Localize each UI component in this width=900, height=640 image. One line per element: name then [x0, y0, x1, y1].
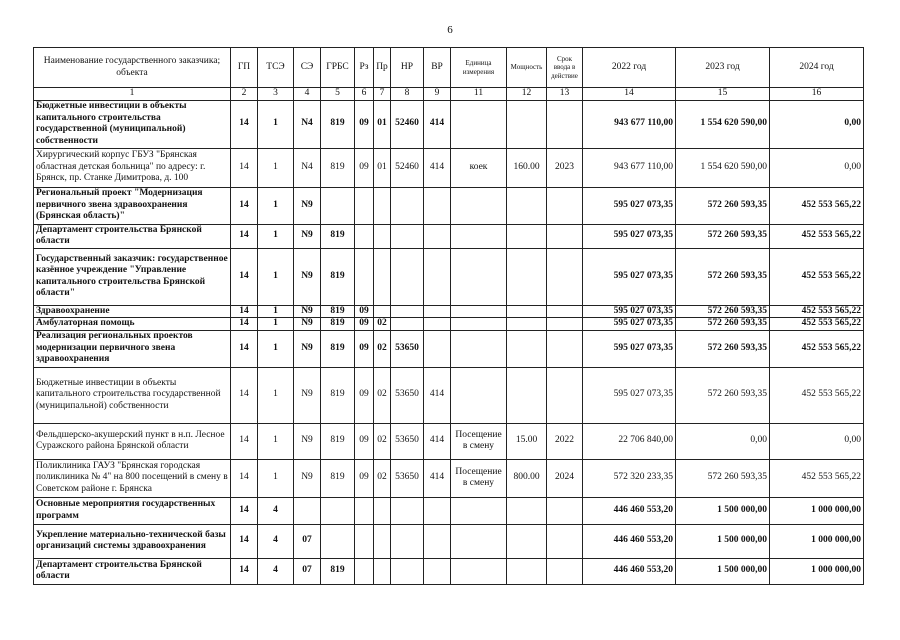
code-cell — [374, 248, 391, 305]
code-cell — [374, 558, 391, 584]
unit-cell — [451, 524, 507, 558]
code-cell: 09 — [355, 318, 374, 331]
header-2023: 2023 год — [676, 48, 770, 88]
header-pr: Пр — [374, 48, 391, 88]
header-row — [34, 48, 864, 88]
code-cell: 1 — [258, 330, 294, 367]
row-name: Основные мероприятия государственных программ — [34, 497, 231, 524]
code-cell: 09 — [355, 330, 374, 367]
amount-cell: 595 027 073,35 — [583, 187, 676, 224]
code-cell: 01 — [374, 100, 391, 148]
code-cell: 02 — [374, 318, 391, 331]
code-cell: 819 — [321, 305, 355, 318]
unit-cell — [451, 330, 507, 367]
code-cell: 414 — [424, 459, 451, 497]
code-cell: 09 — [355, 423, 374, 459]
code-cell: 1 — [258, 367, 294, 423]
code-cell — [355, 497, 374, 524]
unit-cell — [451, 497, 507, 524]
header-unit: Единица измерения — [451, 48, 507, 88]
unit-cell — [507, 558, 547, 584]
amount-cell: 1 500 000,00 — [676, 558, 770, 584]
row-name: Здравоохранение — [34, 305, 231, 318]
code-cell: 1 — [258, 100, 294, 148]
code-cell — [424, 558, 451, 584]
unit-cell: 800.00 — [507, 459, 547, 497]
amount-cell: 595 027 073,35 — [583, 248, 676, 305]
amount-cell: 22 706 840,00 — [583, 423, 676, 459]
code-cell: 819 — [321, 224, 355, 248]
code-cell — [374, 187, 391, 224]
code-cell: 819 — [321, 148, 355, 187]
amount-cell: 452 553 565,22 — [770, 248, 864, 305]
column-number: 5 — [321, 88, 355, 101]
code-cell — [374, 524, 391, 558]
code-cell — [424, 248, 451, 305]
header-gp: ГП — [231, 48, 258, 88]
code-cell: 07 — [294, 524, 321, 558]
table-row — [34, 367, 864, 423]
amount-cell: 572 260 593,35 — [676, 187, 770, 224]
unit-cell — [451, 224, 507, 248]
unit-cell — [547, 558, 583, 584]
code-cell — [391, 558, 424, 584]
code-cell: 414 — [424, 367, 451, 423]
code-cell: 1 — [258, 459, 294, 497]
code-cell — [374, 497, 391, 524]
column-number: 4 — [294, 88, 321, 101]
column-number: 12 — [507, 88, 547, 101]
code-cell: 1 — [258, 224, 294, 248]
amount-cell: 572 260 593,35 — [676, 318, 770, 331]
code-cell: 1 — [258, 248, 294, 305]
code-cell — [424, 524, 451, 558]
header-2022: 2022 год — [583, 48, 676, 88]
code-cell: 02 — [374, 367, 391, 423]
code-cell — [391, 305, 424, 318]
code-cell — [391, 224, 424, 248]
code-cell: 819 — [321, 248, 355, 305]
unit-cell — [451, 187, 507, 224]
amount-cell: 452 553 565,22 — [770, 224, 864, 248]
amount-cell: 452 553 565,22 — [770, 459, 864, 497]
table-row — [34, 423, 864, 459]
code-cell: N9 — [294, 318, 321, 331]
unit-cell — [451, 100, 507, 148]
column-number: 2 — [231, 88, 258, 101]
code-cell: 09 — [355, 459, 374, 497]
header-vr: ВР — [424, 48, 451, 88]
code-cell: N4 — [294, 148, 321, 187]
amount-cell: 0,00 — [770, 423, 864, 459]
header-tse: ТСЭ — [258, 48, 294, 88]
code-cell: 01 — [374, 148, 391, 187]
code-cell: 14 — [231, 305, 258, 318]
code-cell — [391, 497, 424, 524]
code-cell — [294, 497, 321, 524]
code-cell: N9 — [294, 187, 321, 224]
code-cell: 14 — [231, 423, 258, 459]
amount-cell: 0,00 — [770, 100, 864, 148]
code-cell: 14 — [231, 100, 258, 148]
column-number-row — [34, 88, 864, 101]
unit-cell — [451, 248, 507, 305]
code-cell — [424, 330, 451, 367]
code-cell — [321, 524, 355, 558]
code-cell: 414 — [424, 100, 451, 148]
row-name: Поликлиника ГАУЗ "Брянская городская поликлиника № 4" на 800 посещений в смену в Советском районе г. Брянска — [34, 459, 231, 497]
column-number: 8 — [391, 88, 424, 101]
code-cell: 53650 — [391, 330, 424, 367]
code-cell: 4 — [258, 558, 294, 584]
table-row — [34, 558, 864, 584]
header-name: Наименование государственного заказчика; объекта — [34, 48, 231, 88]
amount-cell: 446 460 553,20 — [583, 497, 676, 524]
code-cell: 02 — [374, 330, 391, 367]
code-cell: 02 — [374, 423, 391, 459]
code-cell — [424, 187, 451, 224]
code-cell — [321, 187, 355, 224]
table-row — [34, 459, 864, 497]
code-cell: N9 — [294, 305, 321, 318]
code-cell: N4 — [294, 100, 321, 148]
code-cell: 819 — [321, 423, 355, 459]
code-cell: N9 — [294, 423, 321, 459]
code-cell — [424, 318, 451, 331]
amount-cell: 1 000 000,00 — [770, 558, 864, 584]
unit-cell — [451, 318, 507, 331]
code-cell — [424, 497, 451, 524]
unit-cell — [451, 558, 507, 584]
unit-cell: 2024 — [547, 459, 583, 497]
code-cell — [391, 524, 424, 558]
amount-cell: 1 500 000,00 — [676, 497, 770, 524]
unit-cell — [547, 187, 583, 224]
amount-cell: 943 677 110,00 — [583, 148, 676, 187]
amount-cell: 1 500 000,00 — [676, 524, 770, 558]
column-number: 1 — [34, 88, 231, 101]
code-cell: 14 — [231, 459, 258, 497]
unit-cell: 160.00 — [507, 148, 547, 187]
unit-cell: 15.00 — [507, 423, 547, 459]
column-number: 9 — [424, 88, 451, 101]
amount-cell: 572 320 233,35 — [583, 459, 676, 497]
row-name: Фельдшерско-акушерский пункт в н.п. Лесное Суражского района Брянской области — [34, 423, 231, 459]
code-cell: 4 — [258, 524, 294, 558]
table-row — [34, 187, 864, 224]
header-capacity: Мощность — [507, 48, 547, 88]
code-cell: N9 — [294, 367, 321, 423]
table-row — [34, 318, 864, 331]
row-name: Государственный заказчик: государственное казённое учреждение "Управление капитального строительства Брянской области" — [34, 248, 231, 305]
code-cell: 52460 — [391, 100, 424, 148]
code-cell: 414 — [424, 423, 451, 459]
table-row — [34, 148, 864, 187]
code-cell: 14 — [231, 330, 258, 367]
header-term: Срок ввода в действие — [547, 48, 583, 88]
code-cell: 4 — [258, 497, 294, 524]
row-name: Региональный проект "Модернизация первичного звена здравоохранения (Брянская область)" — [34, 187, 231, 224]
code-cell: 1 — [258, 187, 294, 224]
unit-cell — [451, 367, 507, 423]
amount-cell: 446 460 553,20 — [583, 558, 676, 584]
amount-cell: 595 027 073,35 — [583, 330, 676, 367]
code-cell: 02 — [374, 459, 391, 497]
code-cell — [424, 305, 451, 318]
amount-cell: 452 553 565,22 — [770, 305, 864, 318]
unit-cell — [451, 305, 507, 318]
code-cell: 14 — [231, 524, 258, 558]
unit-cell — [507, 100, 547, 148]
unit-cell: 2022 — [547, 423, 583, 459]
unit-cell — [507, 187, 547, 224]
unit-cell — [507, 305, 547, 318]
code-cell — [355, 524, 374, 558]
code-cell: 14 — [231, 187, 258, 224]
unit-cell: 2023 — [547, 148, 583, 187]
amount-cell: 1 000 000,00 — [770, 497, 864, 524]
code-cell: 52460 — [391, 148, 424, 187]
amount-cell: 572 260 593,35 — [676, 305, 770, 318]
page-number: 6 — [447, 24, 453, 36]
code-cell: 09 — [355, 305, 374, 318]
unit-cell — [507, 318, 547, 331]
unit-cell — [547, 305, 583, 318]
code-cell: 819 — [321, 330, 355, 367]
code-cell — [374, 305, 391, 318]
header-nr: НР — [391, 48, 424, 88]
row-name: Департамент строительства Брянской области — [34, 558, 231, 584]
amount-cell: 572 260 593,35 — [676, 330, 770, 367]
unit-cell — [507, 330, 547, 367]
row-name: Бюджетные инвестиции в объекты капитального строительства государственной (муниципальной) собственности — [34, 100, 231, 148]
code-cell: 819 — [321, 100, 355, 148]
unit-cell — [547, 248, 583, 305]
code-cell: 1 — [258, 423, 294, 459]
code-cell — [355, 248, 374, 305]
table-row — [34, 524, 864, 558]
unit-cell: Посещение в смену — [451, 423, 507, 459]
code-cell: 819 — [321, 318, 355, 331]
amount-cell: 446 460 553,20 — [583, 524, 676, 558]
code-cell: N9 — [294, 224, 321, 248]
code-cell — [321, 497, 355, 524]
amount-cell: 572 260 593,35 — [676, 224, 770, 248]
code-cell: 14 — [231, 558, 258, 584]
code-cell: 09 — [355, 148, 374, 187]
unit-cell: коек — [451, 148, 507, 187]
code-cell: 1 — [258, 148, 294, 187]
amount-cell: 1 554 620 590,00 — [676, 148, 770, 187]
column-number: 6 — [355, 88, 374, 101]
column-number: 16 — [770, 88, 864, 101]
code-cell: 819 — [321, 459, 355, 497]
row-name: Департамент строительства Брянской области — [34, 224, 231, 248]
code-cell — [355, 224, 374, 248]
code-cell: 819 — [321, 558, 355, 584]
column-number: 13 — [547, 88, 583, 101]
amount-cell: 0,00 — [770, 148, 864, 187]
budget-table — [33, 47, 864, 585]
header-rz: Рз — [355, 48, 374, 88]
unit-cell — [507, 248, 547, 305]
code-cell: 819 — [321, 367, 355, 423]
header-2024: 2024 год — [770, 48, 864, 88]
code-cell: 07 — [294, 558, 321, 584]
code-cell: 53650 — [391, 367, 424, 423]
code-cell: N9 — [294, 459, 321, 497]
code-cell — [355, 558, 374, 584]
table-row — [34, 100, 864, 148]
code-cell: 53650 — [391, 459, 424, 497]
amount-cell: 1 554 620 590,00 — [676, 100, 770, 148]
code-cell: 14 — [231, 148, 258, 187]
amount-cell: 572 260 593,35 — [676, 367, 770, 423]
row-name: Реализация региональных проектов модернизации первичного звена здравоохранения — [34, 330, 231, 367]
row-name: Амбулаторная помощь — [34, 318, 231, 331]
amount-cell: 595 027 073,35 — [583, 305, 676, 318]
code-cell — [391, 187, 424, 224]
table-row — [34, 330, 864, 367]
unit-cell — [507, 367, 547, 423]
code-cell: 14 — [231, 318, 258, 331]
unit-cell — [547, 367, 583, 423]
table-row — [34, 305, 864, 318]
header-se: СЭ — [294, 48, 321, 88]
table-row — [34, 224, 864, 248]
column-number: 3 — [258, 88, 294, 101]
unit-cell — [547, 524, 583, 558]
unit-cell — [547, 224, 583, 248]
unit-cell — [547, 100, 583, 148]
header-grbs: ГРБС — [321, 48, 355, 88]
code-cell — [391, 318, 424, 331]
code-cell: 53650 — [391, 423, 424, 459]
amount-cell: 572 260 593,35 — [676, 248, 770, 305]
unit-cell — [507, 497, 547, 524]
code-cell: 1 — [258, 305, 294, 318]
amount-cell: 595 027 073,35 — [583, 224, 676, 248]
code-cell: 14 — [231, 367, 258, 423]
unit-cell — [507, 524, 547, 558]
code-cell — [355, 187, 374, 224]
amount-cell: 595 027 073,35 — [583, 318, 676, 331]
table-row — [34, 248, 864, 305]
table-row — [34, 497, 864, 524]
code-cell: N9 — [294, 330, 321, 367]
code-cell: 14 — [231, 248, 258, 305]
amount-cell: 572 260 593,35 — [676, 459, 770, 497]
code-cell — [374, 224, 391, 248]
code-cell: 1 — [258, 318, 294, 331]
row-name: Укрепление материально-технической базы организаций системы здравоохранения — [34, 524, 231, 558]
unit-cell — [547, 330, 583, 367]
amount-cell: 452 553 565,22 — [770, 367, 864, 423]
column-number: 14 — [583, 88, 676, 101]
unit-cell — [547, 318, 583, 331]
unit-cell — [507, 224, 547, 248]
column-number: 11 — [451, 88, 507, 101]
code-cell: 14 — [231, 497, 258, 524]
unit-cell: Посещение в смену — [451, 459, 507, 497]
row-name: Хирургический корпус ГБУЗ "Брянская областная детская больница" по адресу: г. Брянск, пр. Станке Димитрова, д. 100 — [34, 148, 231, 187]
code-cell: N9 — [294, 248, 321, 305]
code-cell — [391, 248, 424, 305]
row-name: Бюджетные инвестиции в объекты капитального строительства государственной (муниципальной) собственности — [34, 367, 231, 423]
amount-cell: 452 553 565,22 — [770, 330, 864, 367]
column-number: 15 — [676, 88, 770, 101]
amount-cell: 595 027 073,35 — [583, 367, 676, 423]
column-number: 7 — [374, 88, 391, 101]
code-cell: 14 — [231, 224, 258, 248]
code-cell: 414 — [424, 148, 451, 187]
amount-cell: 1 000 000,00 — [770, 524, 864, 558]
unit-cell — [547, 497, 583, 524]
code-cell — [424, 224, 451, 248]
table-body — [34, 100, 864, 584]
amount-cell: 943 677 110,00 — [583, 100, 676, 148]
code-cell: 09 — [355, 367, 374, 423]
amount-cell: 452 553 565,22 — [770, 318, 864, 331]
code-cell: 09 — [355, 100, 374, 148]
amount-cell: 452 553 565,22 — [770, 187, 864, 224]
amount-cell: 0,00 — [676, 423, 770, 459]
